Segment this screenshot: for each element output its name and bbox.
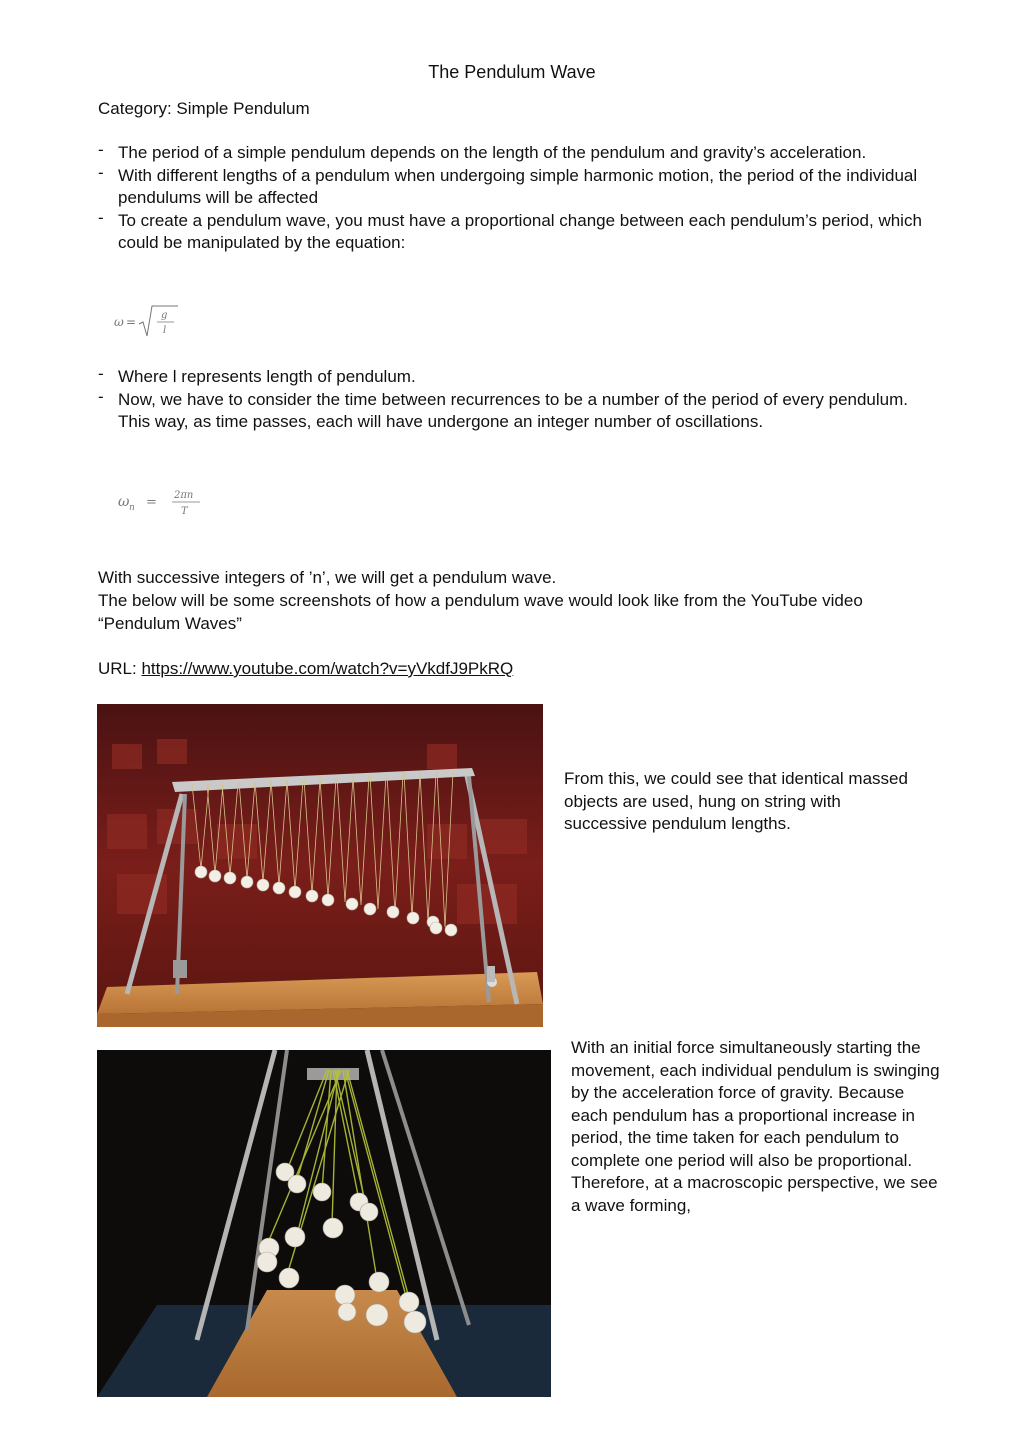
paragraph-successive: With successive integers of ’n’, we will get a pendulum wave. [98, 568, 557, 587]
bullet-list-bottom [98, 366, 938, 434]
equation-omega-sqrt [112, 300, 192, 344]
svg-text:2πn: 2πn [174, 490, 194, 501]
svg-text:T: T [181, 506, 188, 517]
url-line [98, 658, 918, 681]
svg-text:g: g [161, 310, 168, 321]
svg-text:n: n [129, 503, 135, 513]
bullet-list-top [98, 142, 938, 255]
page-title: The Pendulum Wave [428, 62, 596, 82]
svg-text:l: l [163, 325, 167, 336]
pendulum-photo-end-view [97, 1050, 551, 1397]
svg-text:=: = [126, 315, 137, 329]
list-item: - With different lengths of a pendulum when undergoing simple harmonic motion, the period of the individual pendulums will be affected [98, 162, 918, 207]
paragraph-screenshots: The below will be some screenshots of how a pendulum wave would look like from the YouTube video “Pendulum Waves” [98, 591, 863, 633]
url-label: URL: [98, 659, 142, 678]
list-item: - The period of a simple pendulum depends on the length of the pendulum and gravity’s acceleration. [98, 140, 867, 162]
svg-text:=: = [146, 495, 157, 510]
equation-omega-n [116, 484, 226, 520]
svg-text:ω: ω [114, 315, 124, 329]
svg-text:ω: ω [118, 494, 130, 510]
list-item: - To create a pendulum wave, you must have a proportional change between each pendulum’s period, which could be manipulated by the equation: [98, 207, 922, 252]
caption-first-photo: From this, we could see that identical massed objects are used, hung on string with successive pendulum lengths. [564, 769, 908, 833]
category-label: Category: Simple Pendulum [98, 99, 310, 118]
list-item: - Now, we have to consider the time between recurrences to be a number of the period of every pendulum. This way, as time passes, each will have undergone an integer number of oscillations. [98, 386, 909, 431]
pendulum-photo-side-view [97, 704, 543, 1027]
caption-second-photo: With an initial force simultaneously starting the movement, each individual pendulum is swinging by the acceleration force of gravity. Because each pendulum has a proportional increase in period, the time taken for each pendulum to complete one period will also be proportional. Therefore, at a macroscopic perspective, we see a wave forming, [571, 1038, 940, 1215]
list-item: - Where l represents length of pendulum. [98, 364, 416, 386]
youtube-link[interactable]: https://www.youtube.com/watch?v=yVkdfJ9PkRQ [141, 659, 514, 678]
